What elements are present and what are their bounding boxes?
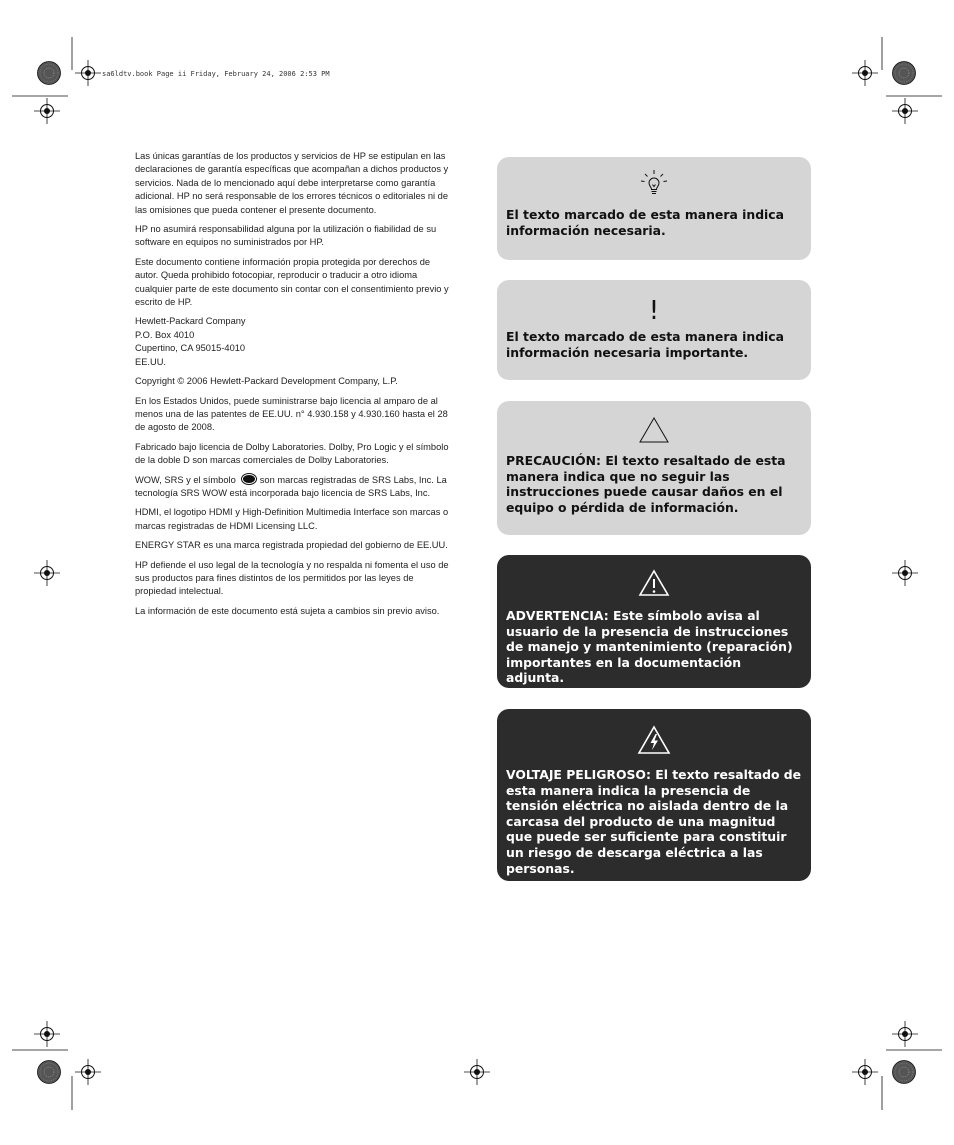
registration-mark: [852, 60, 878, 86]
legal-paragraph: La información de este documento está sujeta a cambios sin previo aviso.: [135, 605, 440, 616]
warning-text: ADVERTENCIA: Este símbolo avisa al usuario de la presencia de instrucciones de manejo y mantenimiento (reparación) importantes en la documentación adjunta.: [506, 608, 793, 686]
legal-notices: [135, 150, 453, 624]
legal-paragraph: Las únicas garantías de los productos y servicios de HP se estipulan en las declaraciones de garantía específicas que acompañan a dichos productos y servicios. Nada de lo mencionado aquí debe interpretarse como garantía adicional. HP no será responsable de los errores técnicos o editoriales ni de las omisiones que pueda contener el presente documento.: [135, 151, 449, 215]
srs-logo-icon: [242, 474, 256, 484]
registration-mark: [34, 1021, 60, 1047]
registration-mark: [892, 98, 918, 124]
srs-text-after: son marcas registradas de SRS Labs, Inc. La tecnología SRS WOW está incorporada bajo licencia de SRS Labs, Inc.: [135, 474, 447, 498]
legal-paragraph: HP no asumirá responsabilidad alguna por la utilización o fiabilidad de su software en equipos no suministrados por HP.: [135, 224, 437, 248]
registration-mark: [852, 1059, 878, 1085]
registration-mark: [75, 1059, 101, 1085]
tip-text: El texto marcado de esta manera indica información necesaria.: [506, 207, 785, 238]
registration-mark: [75, 60, 101, 86]
warning-triangle-icon: [506, 555, 802, 608]
exclamation-icon: !: [648, 296, 660, 326]
legal-paragraph: Fabricado bajo licencia de Dolby Laboratories. Dolby, Pro Logic y el símbolo de la doble D son marcas comerciales de Dolby Laboratories.: [135, 441, 449, 466]
caution-notice: [497, 401, 811, 535]
registration-mark: [464, 1059, 490, 1085]
legal-paragraph: HDMI, el logotipo HDMI y High-Definition Multimedia Interface son marcas o marcas registradas de HDMI Licensing LLC.: [135, 507, 449, 531]
print-header: sa6ldtv.book Page ii Friday, February 24, 2006 2:53 PM: [102, 70, 330, 78]
registration-mark: [892, 1021, 918, 1047]
tip-notice: [497, 157, 811, 260]
important-notice: [497, 280, 811, 380]
srs-paragraph: [135, 474, 453, 501]
registration-star-top-right: [893, 62, 916, 85]
srs-text-before: WOW, SRS y el símbolo: [135, 474, 236, 485]
lightning-triangle-icon: [506, 709, 802, 767]
legal-paragraph: Este documento contiene información propia protegida por derechos de autor. Queda prohibido fotocopiar, reproducir o traducir a otro idioma cualquier parte de este documento sin contar con el consentimiento previo y escrito de HP.: [135, 256, 449, 308]
triangle-outline-icon: [506, 401, 802, 453]
lightbulb-icon: [506, 157, 802, 207]
registration-mark: [34, 560, 60, 586]
registration-star-bottom-right: [893, 1061, 916, 1084]
registration-mark: [892, 560, 918, 586]
caution-text: PRECAUCIÓN: El texto resaltado de esta manera indica que no seguir las instrucciones puede causar daños en el equipo o pérdida de información.: [506, 453, 786, 515]
registration-star-bottom-left: [38, 1061, 61, 1084]
legal-paragraph: ENERGY STAR es una marca registrada propiedad del gobierno de EE.UU.: [135, 540, 448, 551]
company-address: Hewlett-Packard Company P.O. Box 4010 Cupertino, CA 95015-4010 EE.UU.: [135, 316, 246, 367]
voltage-text: VOLTAJE PELIGROSO: El texto resaltado de esta manera indica la presencia de tensión eléctrica no aislada dentro de la carcasa del producto de una magnitud que puede ser suficiente para constituir un riesgo de descarga eléctrica a las personas.: [506, 767, 802, 876]
legal-paragraph: En los Estados Unidos, puede suministrarse bajo licencia al amparo de al menos una de las patentes de EE.UU. n° 4.930.158 y 4.930.160 hasta el 28 de agosto de 2008.: [135, 395, 448, 433]
warning-notice: [497, 555, 811, 688]
important-text: El texto marcado de esta manera indica información necesaria importante.: [506, 329, 785, 360]
voltage-notice: [497, 709, 811, 881]
legal-paragraph: HP defiende el uso legal de la tecnología y no respalda ni fomenta el uso de sus productos para fines distintos de los permitidos por las leyes de propiedad intelectual.: [135, 559, 449, 597]
registration-star-top-left: [38, 62, 61, 85]
registration-mark: [34, 98, 60, 124]
copyright: Copyright © 2006 Hewlett-Packard Development Company, L.P.: [135, 376, 398, 387]
